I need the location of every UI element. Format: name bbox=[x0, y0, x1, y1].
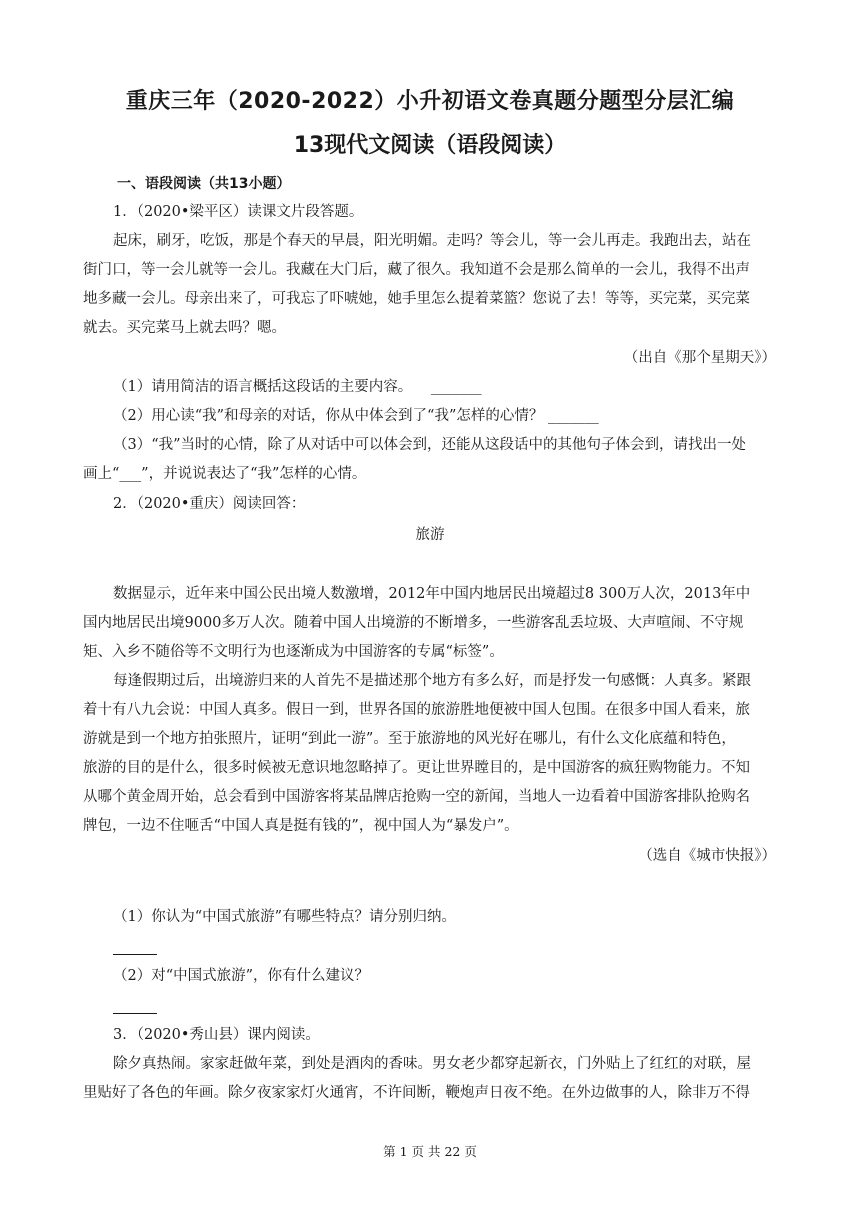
question-2-paragraph-line: 着十有八九会说：中国人真多。假日一到，世界各国的旅游胜地便被中国人包围。在很多中国人看来，旅 bbox=[83, 702, 750, 718]
question-2-header: 2．（2020•重庆）阅读回答： bbox=[113, 496, 306, 512]
question-2-paragraph-line: 从哪个黄金周开始，总会看到中国游客将某品牌店抢购一空的新闻，当地人一边看着中国游客排队抢购名 bbox=[83, 789, 750, 805]
question-2-paragraph-line: 矩、入乡不随俗等不文明行为也逐渐成为中国游客的专属“标签”。 bbox=[83, 644, 504, 660]
question-2-paragraph-line: 国内地居民出境9000多万人次。随着中国人出境游的不断增多，一些游客乱丢垃圾、大声喧闹、不守规 bbox=[83, 615, 744, 631]
document-title: 重庆三年（2020-2022）小升初语文卷真题分题型分层汇编 bbox=[125, 89, 735, 114]
question-1-sub-2 bbox=[113, 406, 860, 426]
article-title: 旅游 bbox=[415, 527, 445, 543]
question-1-sub-1-text: （1）请用简洁的语言概括这段话的主要内容。 bbox=[113, 379, 413, 395]
question-1-sub-3: （3）“我”当时的心情，除了从对话中可以体会到，还能从这段话中的其他句子体会到，请找出一处 bbox=[113, 437, 747, 453]
page-number-footer: 第 1 页 共 22 页 bbox=[383, 1144, 477, 1159]
question-2-source: （选自《城市快报》） bbox=[638, 848, 776, 864]
question-1-sub-1 bbox=[113, 377, 860, 397]
question-3-header: 3．（2020•秀山县）课内阅读。 bbox=[113, 1027, 320, 1043]
question-1-sub-3-text-b: ”，并说说表达了“我”怎样的心情。 bbox=[141, 466, 367, 482]
question-2-sub-2: （2）对“中国式旅游”，你有什么建议？ bbox=[113, 968, 370, 984]
question-2-sub-1: （1）你认为“中国式旅游”有哪些特点？请分别归纳。 bbox=[113, 909, 457, 925]
question-2-paragraph-line: 游就是到一个地方拍张照片，证明“到此一游”。至于旅游地的风光好在哪儿，有什么文化底蕴和特色， bbox=[83, 731, 736, 747]
question-2-sub-2-answer-line[interactable] bbox=[113, 1013, 157, 1014]
question-2-sub-1-answer-line[interactable] bbox=[113, 954, 157, 955]
question-1-source: （出自《那个星期天》） bbox=[623, 350, 776, 366]
question-1-paragraph-line: 街门口，等一会儿就等一会儿。我藏在大门后，藏了很久。我知道不会是那么简单的一会儿，我得不出声 bbox=[83, 262, 750, 278]
question-2-paragraph-line: 牌包，一边不住咂舌“中国人真是挺有钱的”，视中国人为“暴发户”。 bbox=[83, 818, 519, 834]
question-1-sub-3-blank[interactable]: ___ bbox=[119, 466, 142, 482]
question-1-sub-3-continued bbox=[83, 464, 860, 484]
question-1-paragraph-line: 地多藏一会儿。母亲出来了，可我忘了吓唬她，她手里怎么提着菜篮？您说了去！等等，买完菜，买完菜 bbox=[83, 291, 750, 307]
question-2-paragraph-line: 旅游的目的是什么，很多时候被无意识地忽略掉了。更让世界瞠目的，是中国游客的疯狂购物能力。不知 bbox=[83, 760, 750, 776]
question-3-paragraph-line: 里贴好了各色的年画。除夕夜家家灯火通宵，不许间断，鞭炮声日夜不绝。在外边做事的人，除非万不得 bbox=[83, 1085, 750, 1101]
question-1-sub-1-blank[interactable]: _______ bbox=[430, 379, 482, 395]
question-1-header: 1．（2020•梁平区）读课文片段答题。 bbox=[113, 204, 364, 220]
question-1-sub-2-text: （2）用心读“我”和母亲的对话，你从中体会到了“我”怎样的心情？ bbox=[113, 408, 544, 424]
document-subtitle: 13现代文阅读（语段阅读） bbox=[293, 133, 567, 158]
question-1-sub-3-text-a: 画上“ bbox=[83, 466, 120, 482]
question-1-paragraph-line: 起床，刷牙，吃饭，那是个春天的早晨，阳光明媚。走吗？等会儿，等一会儿再走。我跑出去，站在 bbox=[113, 233, 751, 249]
question-2-paragraph-line: 每逢假期过后，出境游归来的人首先不是描述那个地方有多么好，而是抒发一句感慨：人真多。紧跟 bbox=[113, 673, 751, 689]
section-heading: 一、语段阅读（共13小题） bbox=[117, 176, 291, 192]
question-1-sub-2-blank[interactable]: _______ bbox=[547, 408, 599, 424]
question-3-paragraph-line: 除夕真热闹。家家赶做年菜，到处是酒肉的香味。男女老少都穿起新衣，门外贴上了红红的对联，屋 bbox=[113, 1056, 751, 1072]
question-1-paragraph-line: 就去。买完菜马上就去吗？嗯。 bbox=[83, 320, 286, 336]
question-2-paragraph-line: 数据显示，近年来中国公民出境人数激增，2012年中国内地居民出境超过8 300万人次，2013年中 bbox=[113, 586, 751, 602]
